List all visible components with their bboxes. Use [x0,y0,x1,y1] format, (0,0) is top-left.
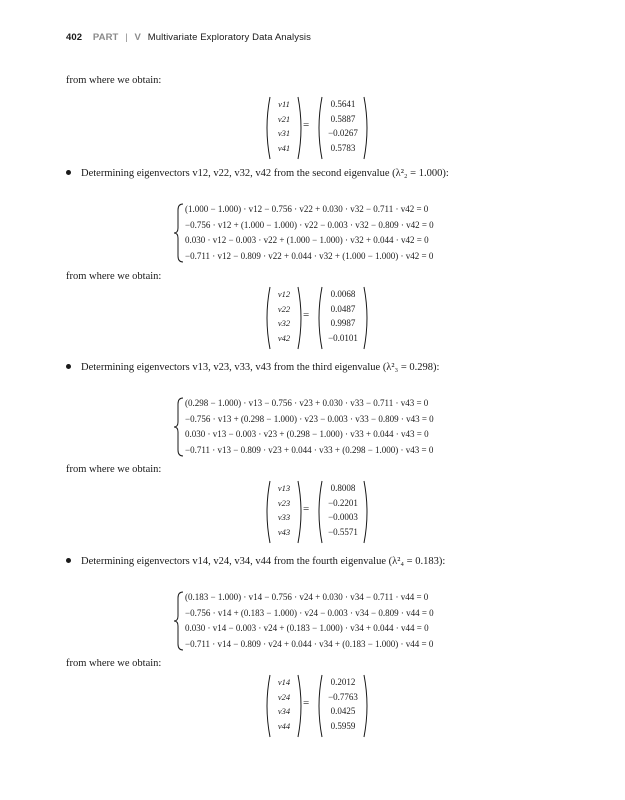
vector-value: 0.8008 [330,483,356,493]
equation-line: (0.298 − 1.000) · v13 − 0.756 · v23 + 0.030 · v33 − 0.711 · v43 = 0 [185,398,429,408]
equation-system-3 [172,396,472,458]
vector-entry: v33 [277,512,291,522]
vector-value: −0.0003 [328,512,358,522]
vector-value: 0.5783 [330,142,356,153]
eigenvalue-label: (λ²₃ = 0.298): [382,362,440,373]
chapter-title: Multivariate Exploratory Data Analysis [147,32,311,43]
part-label: PART [92,32,119,43]
eigenvector-equation-1 [263,95,373,161]
vector-value: −0.2201 [328,497,358,508]
from-where-text-1: from where we obtain: [66,75,162,86]
vector-entry: v41 [277,142,291,153]
vector-value: −0.5571 [328,526,358,537]
vector-value: 0.0487 [330,303,356,314]
bullet-fourth-eigenvalue [66,556,445,567]
eigenvector-values [321,97,365,155]
eigenvector-equation-4 [263,673,373,739]
equation-line: −0.711 · v13 − 0.809 · v23 + 0.044 · v33 + (0.298 − 1.000) · v43 = 0 [185,444,434,455]
vector-value: 0.5959 [330,720,356,731]
eigenvalue-label: (λ²₂ = 1.000): [392,168,449,179]
vector-value: 0.5641 [330,99,356,109]
part-roman-numeral: V [134,32,141,43]
vector-entry: v21 [277,113,291,124]
vector-entry: v13 [277,483,291,493]
equals-sign: = [303,503,310,515]
bullet-text: Determining eigenvectors v14, v24, v34, v44 from the fourth eigenvalue [81,556,387,567]
from-where-text-4: from where we obtain: [66,658,162,669]
equation-line: −0.711 · v12 − 0.809 · v22 + 0.044 · v32 + (1.000 − 1.000) · v42 = 0 [185,250,434,261]
eigenvalue-label: (λ²₄ = 0.183): [388,556,446,567]
eigenvector-equation-3 [263,479,373,545]
eigenvector-values [321,481,365,539]
bullet-third-eigenvalue [66,362,439,373]
left-brace [172,590,186,652]
eigenvector-equation-2 [263,285,373,351]
eigenvector-symbols [269,675,299,733]
vector-value: −0.0101 [328,332,358,343]
vector-entry: v44 [277,720,291,731]
vector-entry: v32 [277,318,291,328]
bullet-icon [66,170,71,175]
bullet-second-eigenvalue [66,168,449,179]
equals-sign: = [303,309,310,321]
eigenvector-symbols [269,287,299,345]
vector-entry: v34 [277,706,291,716]
bullet-text: Determining eigenvectors v13, v23, v33, v43 from the third eigenvalue [81,362,381,373]
vector-value: 0.0068 [330,289,356,299]
vector-entry: v11 [278,99,290,109]
equation-line: −0.756 · v12 + (1.000 − 1.000) · v22 − 0.003 · v32 − 0.809 · v42 = 0 [185,219,434,230]
vector-entry: v14 [277,677,291,687]
vector-entry: v22 [277,303,291,314]
eigenvector-values [321,287,365,345]
left-brace [172,396,186,458]
bullet-text: Determining eigenvectors v12, v22, v32, v42 from the second eigenvalue [81,168,390,179]
vector-entry: v23 [277,497,291,508]
eigenvector-values [321,675,365,733]
bullet-icon [66,558,71,563]
vector-entry: v24 [277,691,291,702]
page-number: 402 [66,32,83,43]
vector-entry: v42 [277,332,291,343]
equation-line: 0.030 · v14 − 0.003 · v24 + (0.183 − 1.000) · v34 + 0.044 · v44 = 0 [185,623,429,633]
equation-system-2 [172,202,472,264]
equation-line: −0.711 · v14 − 0.809 · v24 + 0.044 · v34 + (0.183 − 1.000) · v44 = 0 [185,638,434,649]
eigenvector-symbols [269,97,299,155]
left-brace [172,202,186,264]
vector-value: −0.0267 [328,128,358,138]
equation-line: −0.756 · v14 + (0.183 − 1.000) · v24 − 0.003 · v34 − 0.809 · v44 = 0 [185,607,434,618]
equals-sign: = [303,697,310,709]
vector-entry: v12 [277,289,291,299]
vector-value: 0.9987 [330,318,356,328]
vector-entry: v43 [277,526,291,537]
running-header [66,32,311,43]
vector-value: 0.2012 [330,677,356,687]
from-where-text-3: from where we obtain: [66,464,162,475]
vector-entry: v31 [277,128,291,138]
equation-line: 0.030 · v13 − 0.003 · v23 + (0.298 − 1.000) · v33 + 0.044 · v43 = 0 [185,429,429,439]
vector-value: 0.5887 [330,113,356,124]
vector-value: 0.0425 [330,706,356,716]
equation-line: (0.183 − 1.000) · v14 − 0.756 · v24 + 0.030 · v34 − 0.711 · v44 = 0 [185,592,429,602]
equation-system-4 [172,590,472,652]
vector-value: −0.7763 [328,691,358,702]
equals-sign: = [303,119,310,131]
equation-line: 0.030 · v12 − 0.003 · v22 + (1.000 − 1.000) · v32 + 0.044 · v42 = 0 [185,235,429,245]
bullet-icon [66,364,71,369]
header-separator: | [125,32,128,43]
equation-line: −0.756 · v13 + (0.298 − 1.000) · v23 − 0.003 · v33 − 0.809 · v43 = 0 [185,413,434,424]
from-where-text-2: from where we obtain: [66,271,162,282]
equation-line: (1.000 − 1.000) · v12 − 0.756 · v22 + 0.030 · v32 − 0.711 · v42 = 0 [185,204,429,214]
eigenvector-symbols [269,481,299,539]
